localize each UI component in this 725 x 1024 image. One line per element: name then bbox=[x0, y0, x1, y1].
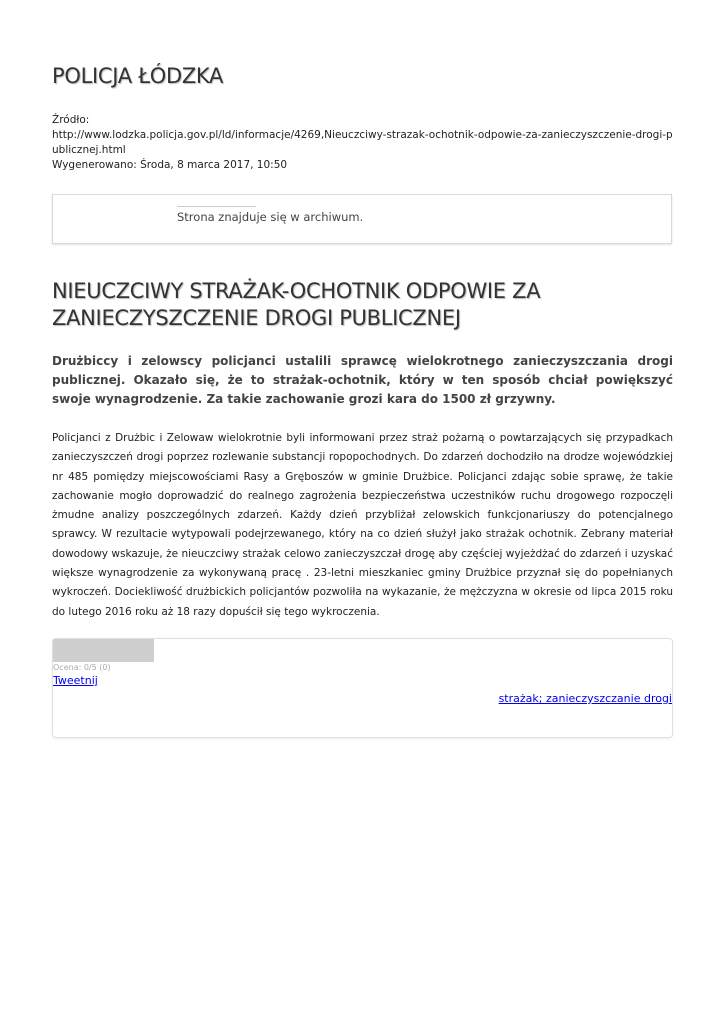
rating-stars[interactable] bbox=[53, 639, 154, 662]
article-footer bbox=[52, 638, 673, 738]
article-title: NIEUCZCIWY STRAŻAK-OCHOTNIK ODPOWIE ZA ZANIECZYSZCZENIE DROGI PUBLICZNEJ bbox=[52, 279, 541, 330]
rating-text: Ocena: 0/5 (0) bbox=[53, 663, 111, 672]
source-url: http://www.lodzka.policja.gov.pl/ld/informacje/4269,Nieuczciwy-strazak-ochotnik-odpowie-za-zanieczyszczenie-drogi-publicznej.html bbox=[52, 129, 673, 156]
generated-date: Wygenerowano: Środa, 8 marca 2017, 10:50 bbox=[52, 159, 288, 171]
article-body: Policjanci z Drużbic i Zelowaw wielokrotnie byli informowani przez straż pożarną o powtarzających się przypadkach zanieczyszczeń drogi poprzez rozlewanie substancji ropopochodnych. Do zdarzeń dochodziło na drodze wojewódzkiej nr 485 pomiędzy miejscowościami Rasy a Gręboszów w gminie Drużbice. Policjanci zdając sobie sprawę, że takie zachowanie mogło doprowadzić do realnego zagrożenia bezpieczeństwa uczestników ruchu drogowego rozpoczęli żmudne analizy poszczególnych zdarzeń. Każdy dzień przybliżał zelowskich funkcjonariuszy do potencjalnego sprawcy. W rezultacie wytypowali podejrzewanego, który na co dzień służył jako strażak ochotnik. Zebrany materiał dowodowy wskazuje, że nieuczciwy strażak celowo zanieczyszczał drogę aby częściej wyjeżdżać do zdarzeń i uzyskać większe wynagrodzenie za wykonywaną pracę . 23-letni mieszkaniec gminy Drużbice przyznał się do popełnianych wykroczeń. Dociekliwość drużbickich policjantów pozwoliła na wykazanie, że mężczyzna w okresie od lipca 2015 roku do lutego 2016 roku aż 18 razy dopuścił się tego wykroczenia. bbox=[52, 432, 673, 618]
document-meta bbox=[52, 113, 677, 173]
archive-notice: Strona znajduje się w archiwum. bbox=[177, 210, 364, 224]
archive-divider bbox=[177, 206, 256, 207]
tags-link[interactable]: strażak; zanieczyszczanie drogi bbox=[498, 692, 672, 705]
source-label: Źródło: bbox=[52, 114, 90, 126]
archive-notice-box bbox=[52, 194, 672, 244]
site-title: POLICJA ŁÓDZKA bbox=[52, 64, 224, 88]
tweet-link[interactable]: Tweetnij bbox=[53, 674, 98, 687]
article-lead: Drużbiccy i zelowscy policjanci ustalili sprawcę wielokrotnego zanieczyszczania drogi publicznej. Okazało się, że to strażak-ochotnik, który w ten sposób chciał powiększyć swoje wynagrodzenie. Za takie zachowanie grozi kara do 1500 zł grzywny. bbox=[52, 354, 673, 406]
